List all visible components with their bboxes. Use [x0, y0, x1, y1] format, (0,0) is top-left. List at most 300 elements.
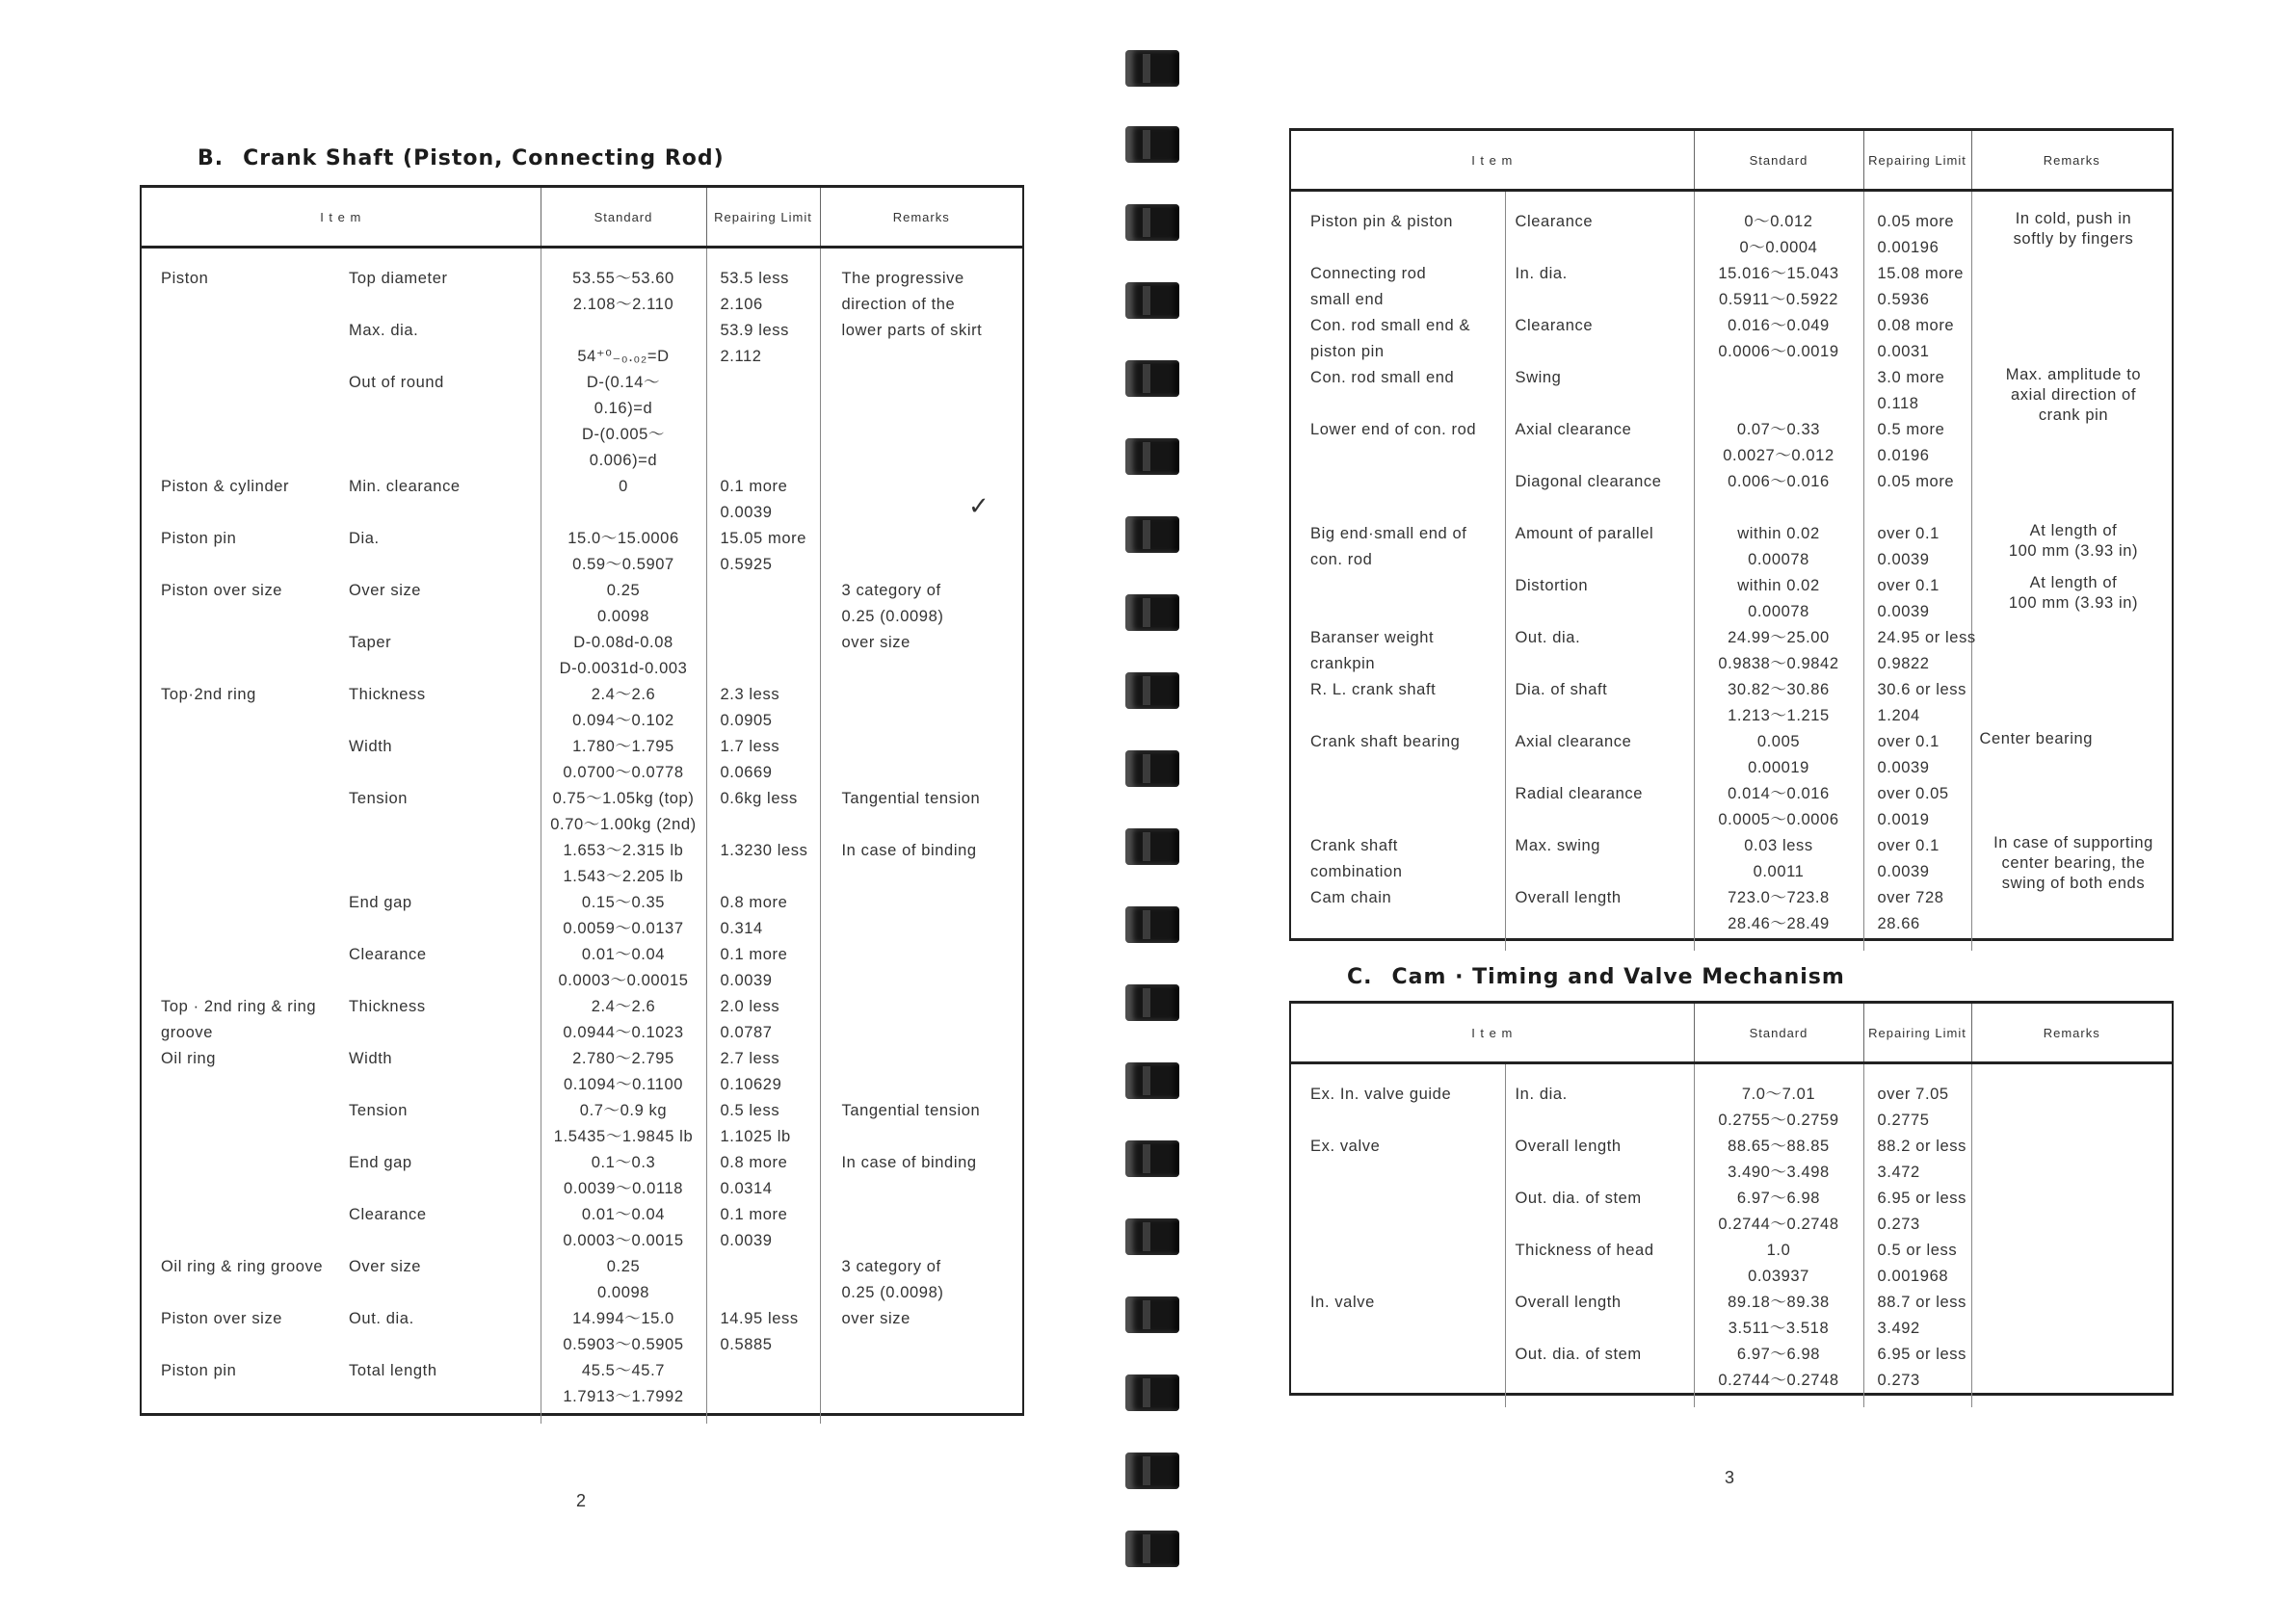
cell-line: [161, 890, 347, 916]
cell-line: 0.118: [1877, 395, 1919, 412]
cell-line: R. L. crank shaft: [1310, 681, 1437, 698]
cell-line: [1516, 339, 1693, 365]
cell-line: 0.1 more: [720, 1206, 788, 1223]
cell-line: Big end·small end of: [1310, 525, 1467, 542]
cell-line: 0.0039: [1877, 863, 1930, 880]
cell-line: 0.005: [1756, 733, 1801, 750]
cell-line: [161, 370, 347, 396]
cell-line: 15.016～15.043: [1718, 265, 1839, 282]
cell-line: 1.653～2.315 lb: [563, 842, 684, 859]
remark-center-bearing: Center bearing: [1979, 730, 2094, 747]
cell-line: [349, 1124, 540, 1150]
cell-line: [842, 708, 1022, 734]
cell-line: [542, 318, 705, 344]
cell-line: [1310, 469, 1504, 495]
cell-line: 0.0059～0.0137: [563, 920, 684, 937]
cell-line: Axial clearance: [1515, 733, 1632, 750]
cell-line: lower parts of skirt: [841, 322, 983, 339]
remark-supporting: In case of supporting center bearing, the swing of both ends: [1993, 834, 2153, 892]
cell-line: [842, 526, 1022, 552]
subitem-column: [1505, 1063, 1694, 1408]
cell-line: Con. rod small end &: [1310, 317, 1471, 334]
cell-line: within 0.02: [1737, 525, 1820, 542]
cell-line: 0.01～0.04: [581, 946, 666, 963]
remarks-column: [1971, 191, 2172, 952]
cell-line: 1.0: [1766, 1242, 1791, 1259]
cell-line: Oil ring: [161, 1050, 217, 1067]
cell-line: 0.0005～0.0006: [1718, 811, 1839, 828]
cell-line: [161, 422, 347, 448]
cell-line: 2.112: [720, 348, 762, 365]
cell-line: [161, 734, 347, 760]
cell-line: 723.0～723.8: [1728, 889, 1830, 906]
cell-line: over 728: [1877, 889, 1944, 906]
cell-line: [161, 786, 347, 812]
cell-line: 28.66: [1877, 915, 1920, 932]
cell-line: [1516, 807, 1693, 833]
cell-line: 0.5 more: [1877, 421, 1945, 438]
cell-line: [1516, 651, 1693, 677]
cell-line: Tension: [349, 790, 409, 807]
cell-line: Taper: [349, 634, 392, 651]
cell-line: [349, 292, 540, 318]
cell-line: [1310, 1368, 1504, 1394]
cell-line: [842, 474, 1022, 500]
cell-line: 0.15～0.35: [581, 894, 666, 911]
cell-line: 15.05 more: [720, 530, 806, 547]
section-title-b: B. Crank Shaft (Piston, Connecting Rod): [198, 146, 725, 170]
cell-line: [842, 396, 1022, 422]
header-item: I t e m: [1291, 131, 1694, 191]
cell-line: 0.10629: [720, 1076, 782, 1093]
cell-line: [349, 812, 540, 838]
cell-line: Over size: [349, 582, 422, 599]
cell-line: [1696, 391, 1862, 417]
cell-line: 0.00078: [1748, 551, 1809, 568]
cell-line: 89.18～89.38: [1728, 1294, 1830, 1311]
cell-line: [349, 1176, 540, 1202]
cell-line: 0.0039: [1877, 759, 1930, 776]
cell-line: [842, 552, 1022, 578]
cell-line: 3 category of: [841, 1258, 941, 1275]
cell-line: small end: [1310, 291, 1385, 308]
cell-line: Piston pin & piston: [1310, 213, 1454, 230]
cell-line: over 0.1: [1877, 837, 1940, 854]
cell-line: [842, 422, 1022, 448]
cell-line: [161, 942, 347, 968]
cell-line: 1.543～2.205 lb: [563, 868, 684, 885]
cell-line: 0.5911～0.5922: [1718, 291, 1838, 308]
header-standard: Standard: [1694, 1004, 1863, 1063]
cell-line: [349, 916, 540, 942]
cell-line: 24.99～25.00: [1728, 629, 1830, 646]
cell-line: [349, 1072, 540, 1098]
header-standard: Standard: [1694, 131, 1863, 191]
cell-line: 0.1 more: [720, 478, 788, 495]
cell-line: [842, 1228, 1022, 1254]
cell-line: [842, 1358, 1022, 1384]
cell-line: 0: [619, 478, 628, 495]
cell-line: 0.0669: [720, 764, 773, 781]
cell-line: [842, 916, 1022, 942]
cell-line: Thickness of head: [1515, 1242, 1654, 1259]
standard-column: [541, 248, 706, 1425]
cell-line: 0.25: [606, 1258, 641, 1275]
cell-line: D-(0.14～: [586, 374, 661, 391]
cell-line: 0.05 more: [1877, 473, 1955, 490]
cell-line: Clearance: [1515, 213, 1594, 230]
cell-line: Thickness: [349, 686, 426, 703]
cell-line: 2.106: [720, 296, 763, 313]
header-item: I t e m: [1291, 1004, 1694, 1063]
cell-line: direction of the: [841, 296, 956, 313]
cell-line: [842, 682, 1022, 708]
cell-line: [1310, 755, 1504, 781]
cell-line: Over size: [349, 1258, 422, 1275]
cell-line: End gap: [349, 1154, 412, 1171]
header-remarks: Remarks: [1971, 1004, 2172, 1063]
cell-line: 0.001968: [1877, 1268, 1949, 1285]
cell-line: 0.0700～0.0778: [563, 764, 684, 781]
cell-line: [842, 1046, 1022, 1072]
cell-line: [1516, 547, 1693, 573]
cell-line: [1516, 391, 1693, 417]
cell-line: Lower end of con. rod: [1310, 421, 1477, 438]
cell-line: [1310, 495, 1504, 521]
standard-column: [1694, 1063, 1863, 1408]
cell-line: 0.0003～0.00015: [558, 972, 689, 989]
cell-line: [842, 1384, 1022, 1410]
cell-line: [1516, 1316, 1693, 1342]
cell-line: [542, 500, 705, 526]
remark-max-amplitude: Max. amplitude to axial direction of crank pin: [2005, 366, 2142, 424]
cell-line: Clearance: [349, 1206, 427, 1223]
cell-line: [349, 604, 540, 630]
cell-line: Piston: [161, 270, 209, 287]
cell-line: [161, 1176, 347, 1202]
cell-line: [349, 1384, 540, 1410]
cell-line: 0.0031: [1877, 343, 1930, 360]
connecting-rod-table: [1291, 131, 2172, 951]
cell-line: [842, 994, 1022, 1020]
header-repairing-limit: Repairing Limit: [1863, 1004, 1971, 1063]
cell-line: [349, 838, 540, 864]
cell-line: Piston pin: [161, 530, 237, 547]
cell-line: [721, 604, 819, 630]
cell-line: [721, 370, 819, 396]
cell-line: The progressive: [841, 270, 964, 287]
cell-line: over 0.1: [1877, 733, 1940, 750]
cell-line: [1878, 495, 1970, 521]
cell-line: [721, 1280, 819, 1306]
header-remarks: Remarks: [1971, 131, 2172, 191]
cell-line: 2.7 less: [720, 1050, 780, 1067]
cell-line: Overall length: [1515, 1294, 1622, 1311]
cell-line: 0.2775: [1877, 1112, 1930, 1129]
cell-line: 0.8 more: [720, 1154, 788, 1171]
cell-line: 1.5435～1.9845 lb: [553, 1128, 694, 1145]
cell-line: 0～0.012: [1744, 213, 1813, 230]
cell-line: 0.0039: [720, 1232, 773, 1249]
cell-line: 0.0003～0.0015: [563, 1232, 684, 1249]
cell-line: 0.273: [1877, 1372, 1920, 1389]
cell-line: 0.07～0.33: [1736, 421, 1821, 438]
cell-line: [721, 1384, 819, 1410]
cell-line: 0.70～1.00kg (2nd): [550, 816, 697, 833]
cell-line: Connecting rod: [1310, 265, 1427, 282]
cell-line: [161, 916, 347, 942]
cell-line: 0.1～0.3: [591, 1154, 656, 1171]
cell-line: [161, 500, 347, 526]
cell-line: groove: [161, 1024, 214, 1041]
cell-line: [1696, 495, 1862, 521]
cell-line: Ex. In. valve guide: [1310, 1086, 1452, 1103]
cell-line: 0.1094～0.1100: [563, 1076, 683, 1093]
cell-line: 3 category of: [841, 582, 941, 599]
cell-line: 1.1025 lb: [720, 1128, 791, 1145]
cell-line: Baranser weight: [1310, 629, 1435, 646]
subitem-column: [348, 248, 541, 1425]
cell-line: 0.9822: [1877, 655, 1930, 672]
cell-line: Diagonal clearance: [1515, 473, 1662, 490]
cell-line: 2.3 less: [720, 686, 780, 703]
cell-line: Top · 2nd ring & ring: [161, 998, 317, 1015]
cell-line: [1516, 1160, 1693, 1186]
cell-line: Tension: [349, 1102, 409, 1119]
cell-line: [721, 812, 819, 838]
cell-line: [842, 942, 1022, 968]
cell-line: 14.95 less: [720, 1310, 799, 1327]
remark-length-1: At length of 100 mm (3.93 in): [2008, 522, 2139, 560]
page-number-left: 2: [576, 1491, 587, 1510]
cell-line: 3.511～3.518: [1728, 1320, 1830, 1337]
cell-line: [842, 370, 1022, 396]
cell-line: [1310, 1160, 1504, 1186]
cell-line: [721, 630, 819, 656]
cell-line: 2.4～2.6: [591, 686, 656, 703]
cell-line: 28.46～28.49: [1728, 915, 1830, 932]
cell-line: [161, 1098, 347, 1124]
cell-line: [842, 890, 1022, 916]
cell-line: [1310, 1186, 1504, 1212]
header-item: I t e m: [142, 188, 541, 248]
cell-line: [161, 318, 347, 344]
cell-line: 54⁺⁰₋₀.₀₂=D: [577, 348, 670, 365]
cell-line: 0.006)=d: [589, 452, 658, 469]
cell-line: [161, 1072, 347, 1098]
limit-column: [1863, 1063, 1971, 1408]
cell-line: [1516, 1264, 1693, 1290]
cell-line: 0.25 (0.0098): [841, 1284, 944, 1301]
cell-line: 0.25 (0.0098): [841, 608, 944, 625]
cell-line: 0.03937: [1748, 1268, 1809, 1285]
cell-line: [842, 1124, 1022, 1150]
cell-line: Piston over size: [161, 1310, 283, 1327]
cell-line: 53.55～53.60: [572, 270, 674, 287]
cell-line: 0.0039: [720, 504, 773, 521]
cell-line: [349, 1020, 540, 1046]
cell-line: Out. dia. of stem: [1515, 1190, 1642, 1207]
cell-line: [349, 448, 540, 474]
cell-line: [349, 344, 540, 370]
cell-line: 0.0006～0.0019: [1718, 343, 1839, 360]
cell-line: 3.0 more: [1877, 369, 1945, 386]
cell-line: [1516, 443, 1693, 469]
cell-line: 0.1 more: [720, 946, 788, 963]
cell-line: [842, 1202, 1022, 1228]
cell-line: Out. dia. of stem: [1515, 1346, 1642, 1363]
cell-line: 0.5925: [720, 556, 773, 573]
cell-line: [161, 396, 347, 422]
cell-line: over 0.1: [1877, 525, 1940, 542]
cell-line: [1310, 1342, 1504, 1368]
cell-line: 0.01～0.04: [581, 1206, 666, 1223]
cell-line: 0.00078: [1748, 603, 1809, 620]
remark-length-2: At length of 100 mm (3.93 in): [2008, 574, 2139, 612]
cell-line: [349, 968, 540, 994]
cell-line: [349, 1228, 540, 1254]
cell-line: In case of binding: [841, 1154, 977, 1171]
cell-line: [349, 1332, 540, 1358]
cell-line: [1310, 599, 1504, 625]
limit-column: [1863, 191, 1976, 952]
cell-line: [161, 760, 347, 786]
cell-line: 30.82～30.86: [1728, 681, 1830, 698]
header-repairing-limit: Repairing Limit: [1863, 131, 1971, 191]
cell-line: 0.05 more: [1877, 213, 1955, 230]
cell-line: In. valve: [1310, 1294, 1375, 1311]
cell-line: 0.6kg less: [720, 790, 798, 807]
cell-line: Distortion: [1515, 577, 1589, 594]
header-repairing-limit: Repairing Limit: [706, 188, 820, 248]
cell-line: [161, 1384, 347, 1410]
limit-column: [706, 248, 820, 1425]
cell-line: D-(0.005～: [581, 426, 666, 443]
cell-line: piston pin: [1310, 343, 1385, 360]
remarks-column: [820, 248, 1022, 1425]
cell-line: 2.780～2.795: [572, 1050, 674, 1067]
cell-line: [1516, 911, 1693, 937]
cell-line: 53.5 less: [720, 270, 789, 287]
cell-line: [161, 864, 347, 890]
cell-line: 0.0019: [1877, 811, 1930, 828]
cell-line: [721, 396, 819, 422]
cell-line: 6.97～6.98: [1736, 1346, 1821, 1363]
cell-line: Con. rod small end: [1310, 369, 1455, 386]
cell-line: 0.0944～0.1023: [563, 1024, 684, 1041]
standard-column: [1694, 191, 1863, 952]
cell-line: Overall length: [1515, 889, 1622, 906]
cell-line: [161, 448, 347, 474]
cell-line: [161, 1150, 347, 1176]
cell-line: [1310, 573, 1504, 599]
cell-line: [1310, 781, 1504, 807]
cell-line: [161, 656, 347, 682]
remarks-column: [1971, 1063, 2172, 1408]
cell-line: [842, 1020, 1022, 1046]
cell-line: Tangential tension: [841, 1102, 981, 1119]
cell-line: Clearance: [1515, 317, 1594, 334]
cell-line: Crank shaft bearing: [1310, 733, 1461, 750]
cell-line: 53.9 less: [720, 322, 789, 339]
item-column: [142, 248, 348, 1425]
cell-line: Piston pin: [161, 1362, 237, 1379]
cell-line: End gap: [349, 894, 412, 911]
cell-line: 0～0.0004: [1739, 239, 1818, 256]
cell-line: Out. dia.: [1515, 629, 1581, 646]
valve-mechanism-table: [1291, 1004, 2172, 1407]
cell-line: [842, 500, 1022, 526]
cell-line: [161, 968, 347, 994]
cell-line: [842, 734, 1022, 760]
cell-line: combination: [1310, 863, 1403, 880]
cell-line: 0.094～0.102: [572, 712, 674, 729]
cell-line: [349, 422, 540, 448]
cell-line: 0.75～1.05kg (top): [552, 790, 695, 807]
cell-line: 0.8 more: [720, 894, 788, 911]
cell-line: Out. dia.: [349, 1310, 414, 1327]
cell-line: 1.204: [1877, 707, 1920, 724]
item-column: [1291, 1063, 1505, 1408]
cell-line: 0.0905: [720, 712, 773, 729]
cell-line: [161, 1202, 347, 1228]
cell-line: 15.0～15.0006: [567, 530, 679, 547]
cell-line: [1310, 391, 1504, 417]
cell-line: [161, 1280, 347, 1306]
cell-line: [721, 578, 819, 604]
cell-line: 0.0039: [1877, 603, 1930, 620]
cell-line: 0.16)=d: [594, 400, 653, 417]
cell-line: Axial clearance: [1515, 421, 1632, 438]
cell-line: 0.0787: [720, 1024, 773, 1041]
cell-line: crankpin: [1310, 655, 1376, 672]
cell-line: [1310, 443, 1504, 469]
cell-line: [842, 344, 1022, 370]
cell-line: [721, 1254, 819, 1280]
cell-line: [721, 448, 819, 474]
cell-line: 0.0027～0.012: [1723, 447, 1834, 464]
cell-line: over 0.1: [1877, 577, 1940, 594]
cell-line: 2.0 less: [720, 998, 780, 1015]
cell-line: Overall length: [1515, 1138, 1622, 1155]
cell-line: 88.65～88.85: [1728, 1138, 1830, 1155]
cell-line: 0.5 less: [720, 1102, 780, 1119]
cell-line: 0.5885: [720, 1336, 773, 1353]
cell-line: 30.6 or less: [1877, 681, 1966, 698]
cell-line: [1310, 1108, 1504, 1134]
page-number-right: 3: [1725, 1468, 1735, 1487]
cell-line: 88.7 or less: [1877, 1294, 1966, 1311]
cell-line: 0.03 less: [1744, 837, 1813, 854]
cell-line: 0.314: [720, 920, 763, 937]
cell-line: 45.5～45.7: [581, 1362, 666, 1379]
cell-line: 1.213～1.215: [1728, 707, 1830, 724]
cell-line: 7.0～7.01: [1741, 1086, 1816, 1103]
cell-line: 0.5 or less: [1877, 1242, 1958, 1259]
cell-line: [161, 708, 347, 734]
cell-line: 0.0011: [1753, 863, 1805, 880]
cell-line: 0.0039～0.0118: [563, 1180, 683, 1197]
cell-line: 0.0098: [596, 608, 650, 625]
cell-line: 1.7913～1.7992: [563, 1388, 684, 1405]
cell-line: [1310, 1238, 1504, 1264]
cell-line: [349, 1280, 540, 1306]
cell-line: 2.4～2.6: [591, 998, 656, 1015]
cell-line: [1516, 859, 1693, 885]
cell-line: 0.59～0.5907: [572, 556, 674, 573]
cell-line: Min. clearance: [349, 478, 461, 495]
cell-line: Ex. valve: [1310, 1138, 1381, 1155]
